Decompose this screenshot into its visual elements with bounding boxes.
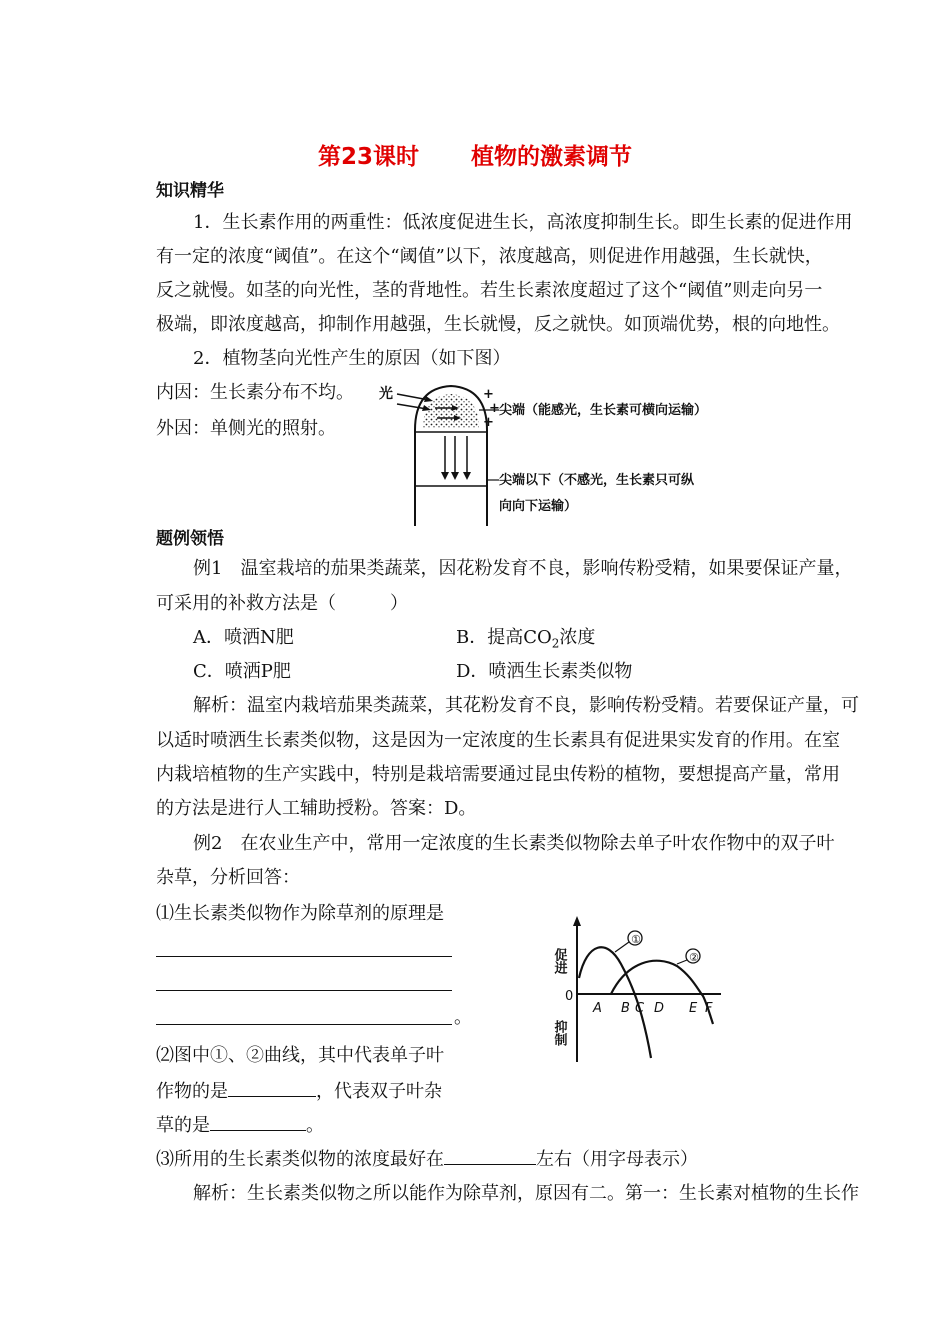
x-tick-b: B [621, 1001, 630, 1016]
paragraph-line: 反之就慢。如茎的向光性，茎的背地性。若生长素浓度超过了这个“阈值”则走向另一 [156, 280, 823, 301]
svg-text:+: + [483, 415, 494, 430]
auxin-curve-diagram [551, 912, 735, 1070]
analysis2-line: 解析：生长素类似物之所以能作为除草剂，原因有二。第一：生长素对植物的生长作 [193, 1183, 859, 1204]
svg-text:+: + [483, 387, 494, 402]
option-c: C．喷洒P肥 [193, 661, 291, 682]
analysis1-line: 内栽培植物的生产实践中，特别是栽培需要通过昆虫传粉的植物，要想提高产量，常用 [156, 764, 840, 785]
external-cause: 外因：单侧光的照射。 [156, 418, 336, 439]
analysis1-line: 以适时喷洒生长素类似物，这是因为一定浓度的生长素具有促进果实发育的作用。在室 [156, 730, 840, 751]
example2-line: 杂草，分析回答： [156, 867, 300, 888]
x-tick-a: A [593, 1001, 602, 1016]
option-d: D．喷洒生长素类似物 [456, 661, 633, 682]
y-axis-inhibit-label: 抑制 [551, 1020, 567, 1046]
tip-label: 尖端（能感光，生长素可横向运输） [499, 403, 708, 418]
example2-line: 例2 在农业生产中，常用一定浓度的生长素类似物除去单子叶农作物中的双子叶 [193, 833, 835, 854]
answer-blank [228, 1078, 316, 1097]
analysis1-line: 解析：温室内栽培茄果类蔬菜，其花粉发育不良，影响传粉受精。若要保证产量，可 [193, 695, 859, 716]
y-axis-promote-label: 促进 [551, 948, 567, 974]
lesson-topic: 植物的激素调节 [471, 144, 632, 170]
stem-tip-auxin [423, 394, 479, 428]
paragraph-line: 极端，即浓度越高，抑制作用越强，生长就慢，反之就快。如顶端优势，根的向地性。 [156, 314, 840, 335]
answer-blank [210, 1112, 306, 1131]
question-1: ⑴生长素类似物作为除草剂的原理是 [156, 903, 444, 924]
curve-1-label: ① [631, 933, 641, 946]
section-heading-examples: 题例领悟 [156, 529, 224, 549]
question-2-line3: 草的是 。 [156, 1112, 324, 1138]
svg-text:+: + [489, 401, 500, 416]
answer-blank [444, 1146, 536, 1165]
section-heading-knowledge: 知识精华 [156, 181, 224, 201]
answer-blank-line [156, 1024, 452, 1025]
x-tick-c: C [635, 1001, 645, 1016]
page-title [0, 138, 950, 171]
paragraph-line: 有一定的浓度“阈值”。在这个“阈值”以下，浓度越高，则促进作用越强，生长就快， [156, 246, 823, 267]
analysis1-line: 的方法是进行人工辅助授粉。答案：D。 [156, 798, 477, 819]
curve-2-label: ② [689, 951, 699, 964]
light-label: 光 [379, 386, 393, 402]
question-2-line2: 作物的是 ，代表双子叶杂 [156, 1078, 442, 1104]
below-tip-label-2: 向向下运输） [499, 499, 578, 514]
below-tip-label: 尖端以下（不感光，生长素只可纵 [499, 473, 695, 488]
example1-line: 可采用的补救方法是（ ） [156, 593, 408, 614]
x-tick-f: F [705, 1001, 713, 1016]
option-a: A．喷洒N肥 [193, 627, 294, 648]
question-2: ⑵图中①、②曲线，其中代表单子叶 [156, 1045, 444, 1066]
paragraph-line: 2．植物茎向光性产生的原因（如下图） [193, 348, 511, 369]
phototropism-diagram [375, 378, 735, 528]
paragraph-line: 1．生长素作用的两重性：低浓度促进生长，高浓度抑制生长。即生长素的促进作用 [193, 212, 853, 233]
example1-line: 例1 温室栽培的茄果类蔬菜，因花粉发育不良，影响传粉受精，如果要保证产量， [193, 558, 853, 579]
x-tick-d: D [654, 1001, 665, 1016]
x-tick-e: E [689, 1001, 698, 1016]
lesson-number: 第23课时 [317, 144, 419, 170]
internal-cause: 内因：生长素分布不均。 [156, 382, 354, 403]
question-3: ⑶所用的生长素类似物的浓度最好在 左右（用字母表示） [156, 1146, 698, 1172]
origin-label: 0 [565, 989, 574, 1004]
option-b: B．提高$CO_2$浓度 [456, 627, 596, 651]
answer-blank-line [156, 956, 452, 957]
answer-blank-line [156, 990, 452, 991]
